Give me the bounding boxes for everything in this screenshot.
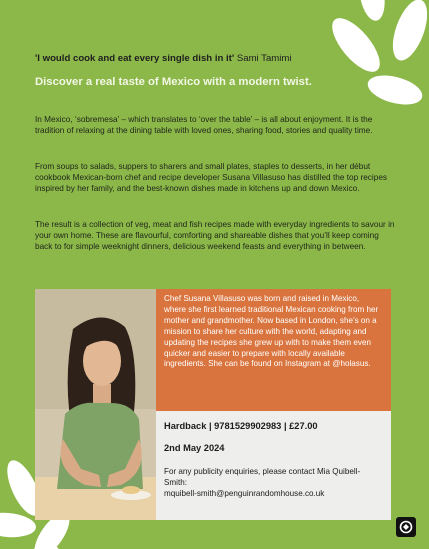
- author-photo: [35, 289, 156, 520]
- quote-author: Sami Tamimi: [236, 53, 292, 64]
- endorsement-quote: [35, 53, 405, 64]
- description-paragraph-3: The result is a collection of veg, meat and fish recipes made with everyday ingredients to savour in your own home. These are flavourful, comforting and shareable dishes that you’ll keep coming back to for simple weeknight dinners, delicious weekend feasts and everything in between.: [35, 220, 395, 251]
- contact-intro: For any publicity enquiries, please contact Mia Quibell-Smith:: [164, 467, 361, 487]
- tagline: Discover a real taste of Mexico with a modern twist.: [35, 76, 312, 88]
- quote-text: 'I would cook and eat every single dish in it': [35, 53, 235, 64]
- book-format-line: Hardback | 9781529902983 | £27.00: [164, 421, 318, 431]
- description-paragraph-1: In Mexico, ‘sobremesa’ – which translates to ‘over the table’ – is all about enjoyment. It is the tradition of relaxing at the dining table with loved ones, sharing food, stories and quality time.: [35, 115, 373, 135]
- contact-email[interactable]: mquibell-smith@penguinrandomhouse.co.uk: [164, 489, 325, 498]
- publicity-contact: [164, 466, 383, 499]
- publication-date: 2nd May 2024: [164, 443, 225, 453]
- publisher-logo-icon: [396, 517, 416, 537]
- author-bio: Chef Susana Villasuso was born and raised in Mexico, where she first learned traditional Mexican cooking from her mother and grandmother. Now based in London, she’s on a mission to share her culture with the world, adapting and updating the recipes she grew up with to make them even quicker and easier to prepare with locally available ingredients. She can be found on Instagram at @holasus.: [156, 289, 391, 411]
- description-paragraph-2: From soups to salads, suppers to sharers and small plates, staples to desserts, in her début cookbook Mexican-born chef and recipe developer Susana Villasuso has distilled the top recipes inspired by her family, and the best-known dishes made in kitchens up and down Mexico.: [35, 162, 388, 193]
- book-info-panel: [156, 411, 391, 520]
